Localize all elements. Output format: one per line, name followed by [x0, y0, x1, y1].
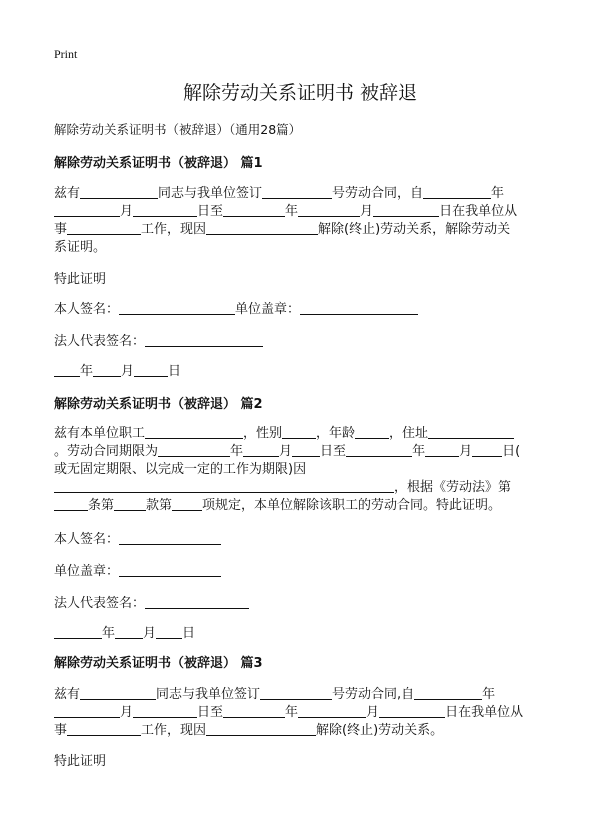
text-line: 兹有 同志与我单位签订 号劳动合同，自 年 — [54, 186, 505, 201]
text-line: 兹有 同志与我单位签订 号劳动合同,自 年 — [54, 687, 496, 702]
date-line: 年 月 日 — [54, 360, 181, 379]
text-line: 特此证明 — [54, 754, 107, 769]
signature-line: 法人代表签名： — [54, 592, 249, 611]
signature-line: 法人代表签名： — [54, 330, 263, 349]
date-line: 年 月 日 — [54, 622, 195, 641]
text-line: 月 日至 年 月 日在我单位从 — [54, 701, 523, 720]
text-line: 月 日至 年 月 日在我单位从 — [54, 200, 517, 219]
text-line: 事 工作，现因 解除(终止)劳动关系，解除劳动关 — [54, 222, 511, 237]
text-line: 条第 款第 项规定，本单位解除该职工的劳动合同。特此证明。 — [54, 494, 501, 513]
signature-line: 本人签名： — [54, 528, 221, 547]
text-line: 特此证明 — [54, 272, 107, 287]
text-line: 兹有本单位职工 ，性别 ，年龄 ，住址 — [54, 422, 514, 441]
print-label: Print — [54, 47, 78, 61]
document-subtitle: 解除劳动关系证明书（被辞退）（通用28篇） — [54, 122, 302, 137]
signature-line: 单位盖章： — [54, 560, 221, 579]
section-heading: 解除劳动关系证明书（被辞退） 篇2 — [54, 397, 263, 412]
text-line: ，根据《劳动法》第 — [54, 476, 511, 495]
text-line: 系证明。 — [54, 240, 107, 255]
document-title: 解除劳动关系证明书 被辞退 — [182, 82, 418, 104]
text-line: 。劳动合同期限为 年 月 日至 年 月 日( — [54, 444, 521, 459]
text-line: 事 工作，现因 解除(终止)劳动关系。 — [54, 723, 444, 738]
section-heading: 解除劳动关系证明书（被辞退） 篇3 — [54, 656, 263, 671]
signature-line: 本人签名： 单位盖章： — [54, 298, 418, 317]
text-line: 或无固定期限、以完成一定的工作为期限)因 — [54, 462, 307, 477]
section-heading: 解除劳动关系证明书（被辞退） 篇1 — [54, 156, 263, 171]
